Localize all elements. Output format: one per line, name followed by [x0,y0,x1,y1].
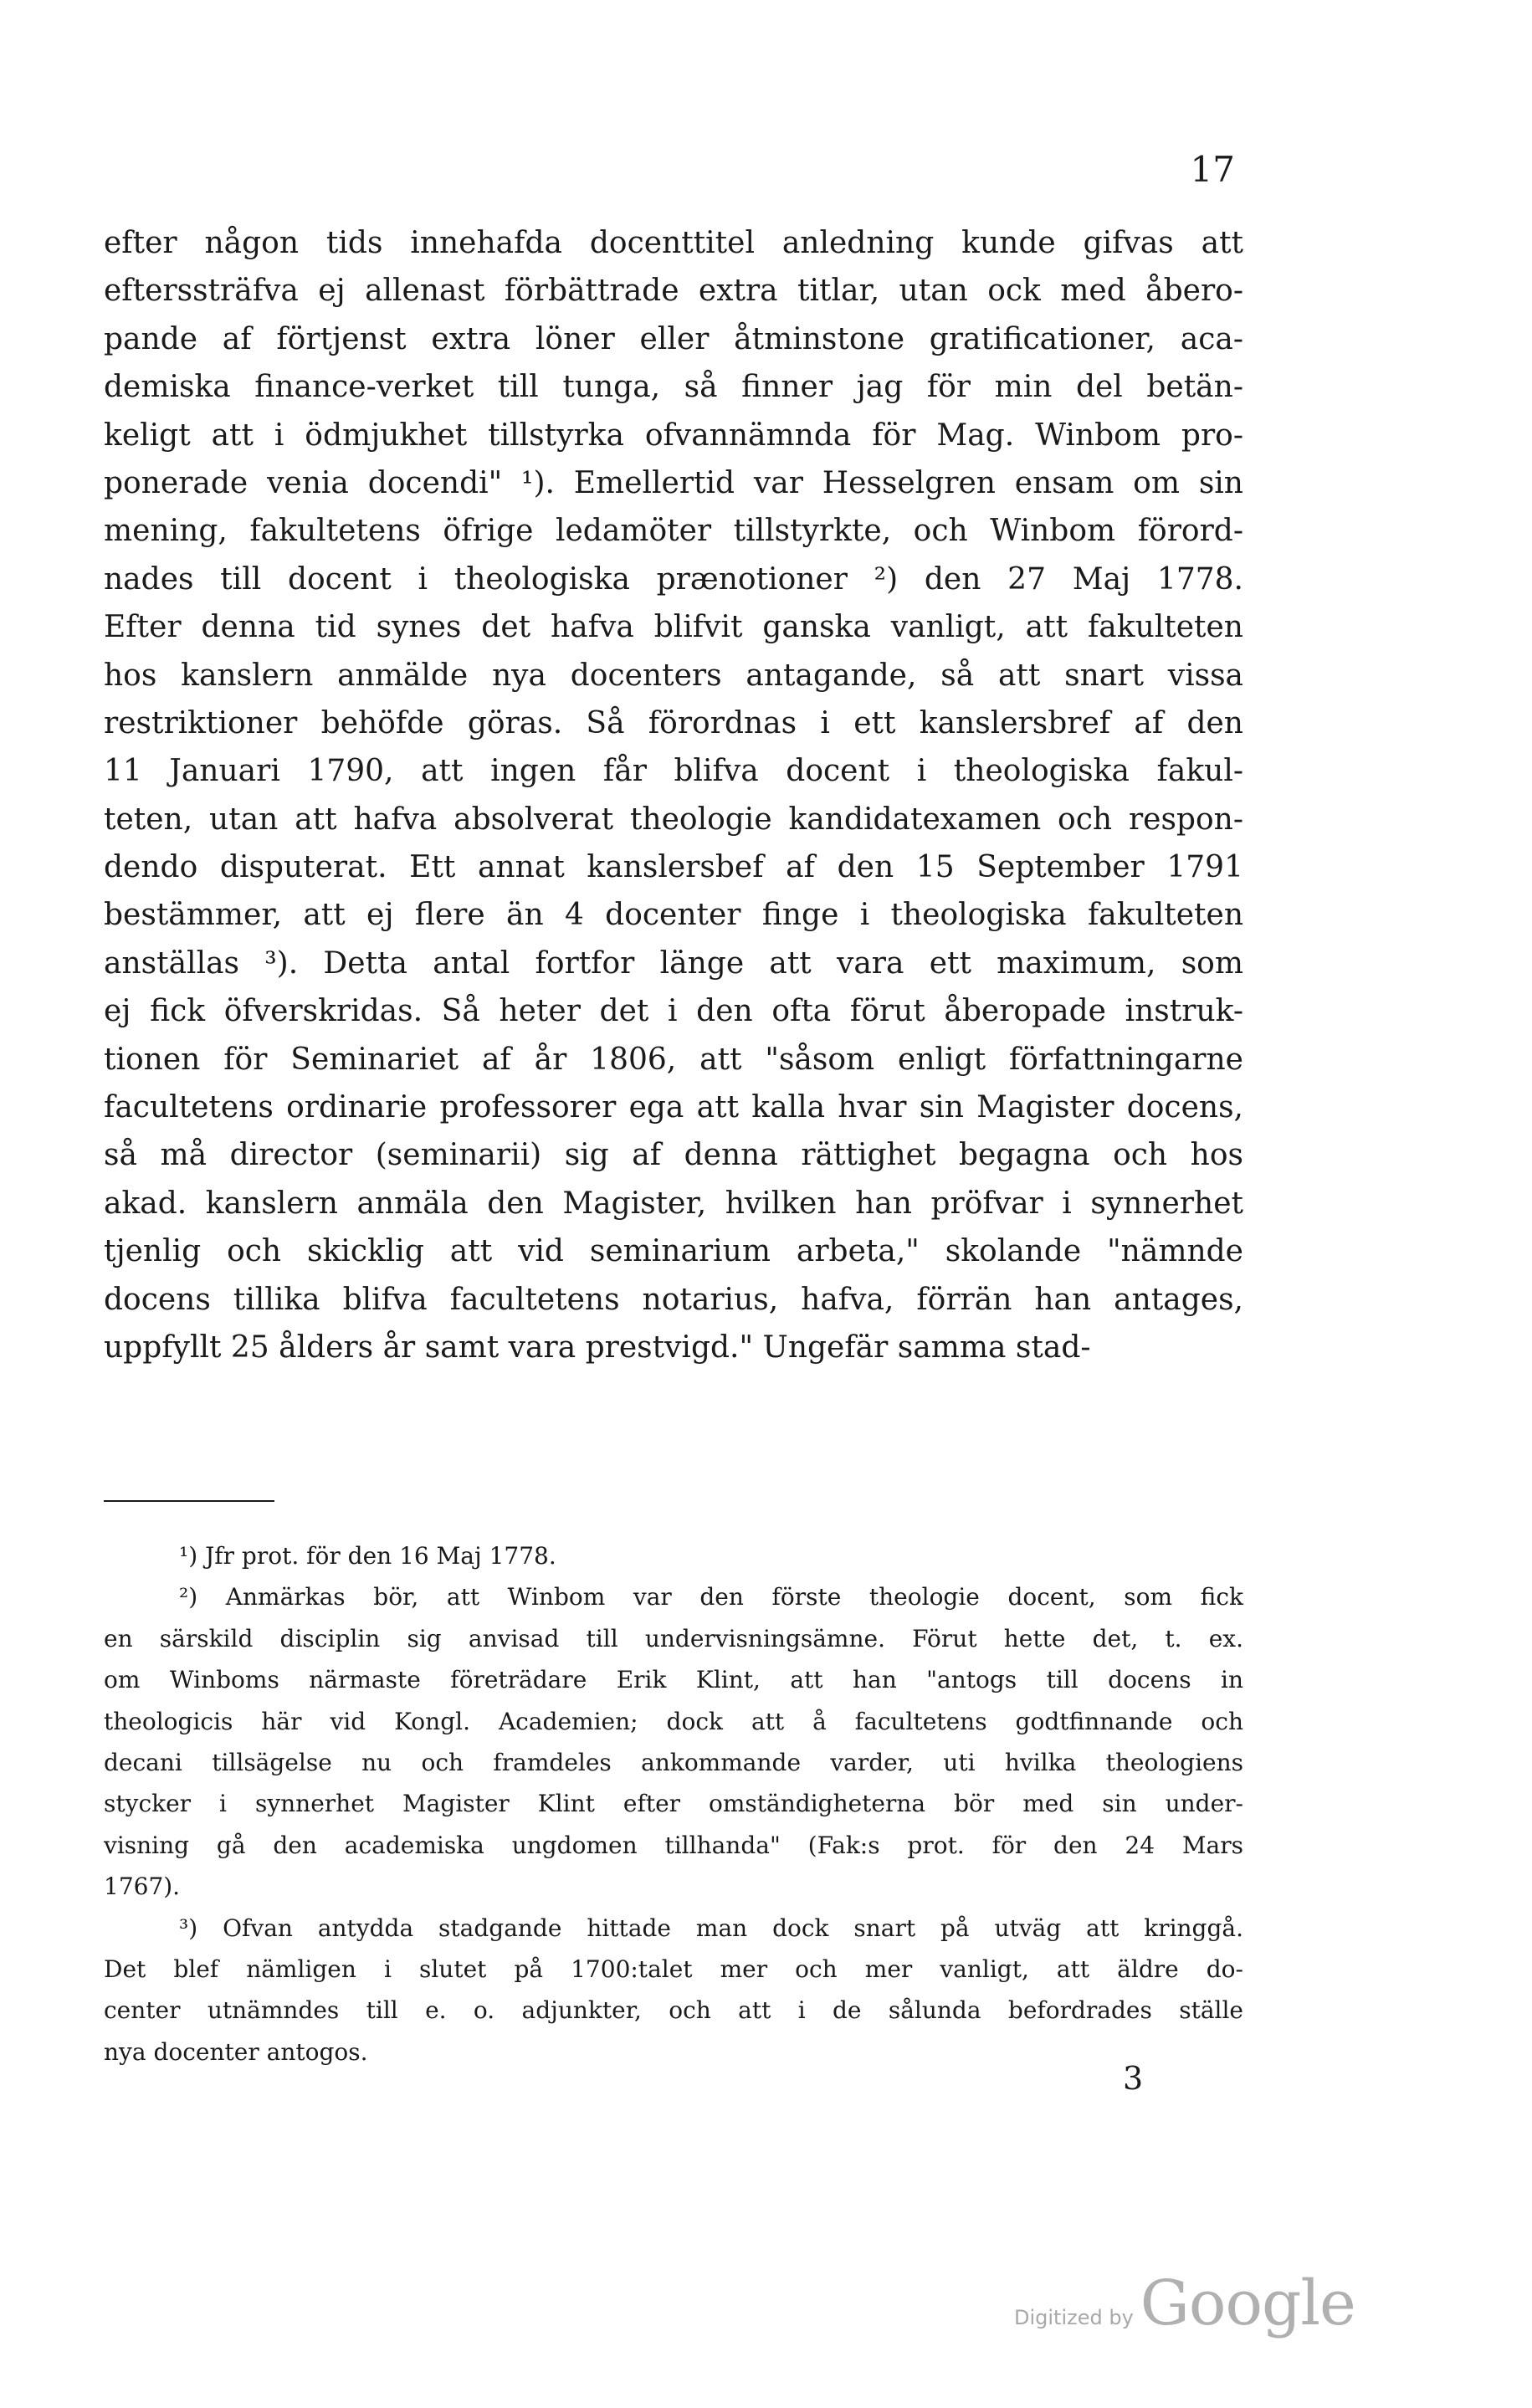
text-line: ej fick öfverskridas. Så heter det i den ofta förut åberopade instruk- [104,994,1243,1029]
text-line: efterssträfva ej allenast förbättrade extra titlar, utan ock med åbero- [104,274,1243,309]
text-line: mening, fakultetens öfrige ledamöter tillstyrkte, och Winbom förord- [104,514,1243,549]
digitized-watermark [1014,2267,1355,2339]
text-line: anställas ³). Detta antal fortfor länge att vara ett maximum, som [104,945,1243,981]
text-line: så må director (seminarii) sig af denna rättighet begagna och hos [104,1138,1243,1173]
footnote-marker: ³) [179,1914,198,1942]
footnote-line [104,1576,1243,1617]
footnote-text: Ofvan antydda stadgande hittade man dock snart på utväg att kringgå. [223,1914,1244,1942]
footnote-line: decani tillsägelse nu och framdeles ankommande varder, uti hvilka theologiens [104,1748,1243,1776]
signature-mark: 3 [1123,2060,1144,2097]
text-line: Efter denna tid synes det hafva blifvit ganska vanligt, att fakulteten [104,610,1243,645]
google-logo: Google [1140,2267,1355,2339]
text-line: nades till docent i theologiska prænotioner ²) den 27 Maj 1778. [104,561,1243,597]
footnotes [104,1535,1243,2072]
body-text [104,219,1243,1371]
footnote-text: Anmärkas bör, att Winbom var den förste theologie docent, som fick [225,1583,1243,1611]
text-line: restriktioner behöfde göras. Så förordnas i ett kanslersbref af den [104,705,1243,740]
text-line: 11 Januari 1790, att ingen får blifva docent i theologiska fakul- [104,754,1243,789]
footnote-divider [104,1500,274,1502]
footnote-line: center utnämndes till e. o. adjunkter, och att i de sålunda befordrades ställe [104,1996,1243,2025]
text-line: keligt att i ödmjukhet tillstyrka ofvannämnda för Mag. Winbom pro- [104,418,1243,453]
footnote-line: theologicis här vid Kongl. Academien; dock att å facultetens godtfinnande och [104,1707,1243,1735]
text-line: uppfyllt 25 ålders år samt vara prestvigd." Ungefär samma stad- [104,1330,1091,1365]
footnote-line: nya docenter antogos. [104,2037,368,2066]
text-line: ponerade venia docendi" ¹). Emellertid var Hesselgren ensam om sin [104,465,1243,500]
footnote-line: Det blef nämligen i slutet på 1700:talet mer och mer vanligt, att äldre do- [104,1955,1243,1983]
text-line: bestämmer, att ej flere än 4 docenter finge i theologiska fakulteten [104,898,1243,933]
footnote-marker: ²) [179,1583,198,1611]
text-line: efter någon tids innehafda docenttitel anledning kunde gifvas att [104,226,1243,260]
text-line: tionen för Seminariet af år 1806, att "såsom enligt författningarne [104,1042,1243,1077]
text-line: demiska finance-verket till tunga, så finner jag för min del betän- [104,370,1243,405]
text-line: docens tillika blifva facultetens notarius, hafva, förrän han antages, [104,1282,1243,1317]
text-line: dendo disputerat. Ett annat kanslersbef af den 15 September 1791 [104,850,1243,885]
page-number: 17 [1190,149,1235,190]
footnote-line [104,1908,1243,1949]
text-line: teten, utan att hafva absolverat theologie kandidatexamen och respon- [104,802,1243,837]
footnote-line: visning gå den academiska ungdomen tillhanda" (Fak:s prot. för den 24 Mars [104,1831,1243,1859]
footnote-text: Jfr prot. för den 16 Maj 1778. [205,1542,556,1570]
text-line: pande af förtjenst extra löner eller åtminstone gratificationer, aca- [104,321,1243,356]
text-line: hos kanslern anmälde nya docenters antagande, så att snart vissa [104,658,1243,693]
footnote-line: stycker i synnerhet Magister Klint efter omständigheterna bör med sin under- [104,1790,1243,1818]
footnote-line [104,1535,1243,1576]
footnote-line: 1767). [104,1873,181,1901]
footnote-line: en särskild disciplin sig anvisad till undervisningsämne. Förut hette det, t. ex. [104,1624,1243,1652]
footnote-marker: ¹) [179,1542,198,1570]
text-line: tjenlig och skicklig att vid seminarium arbeta," skolande "nämnde [104,1234,1243,1269]
watermark-prefix: Digitized by [1014,2306,1134,2329]
text-line: facultetens ordinarie professorer ega att kalla hvar sin Magister docens, [104,1090,1243,1125]
footnote-line: om Winboms närmaste företrädare Erik Klint, att han "antogs till docens in [104,1666,1243,1694]
text-line: akad. kanslern anmäla den Magister, hvilken han pröfvar i synnerhet [104,1186,1243,1221]
